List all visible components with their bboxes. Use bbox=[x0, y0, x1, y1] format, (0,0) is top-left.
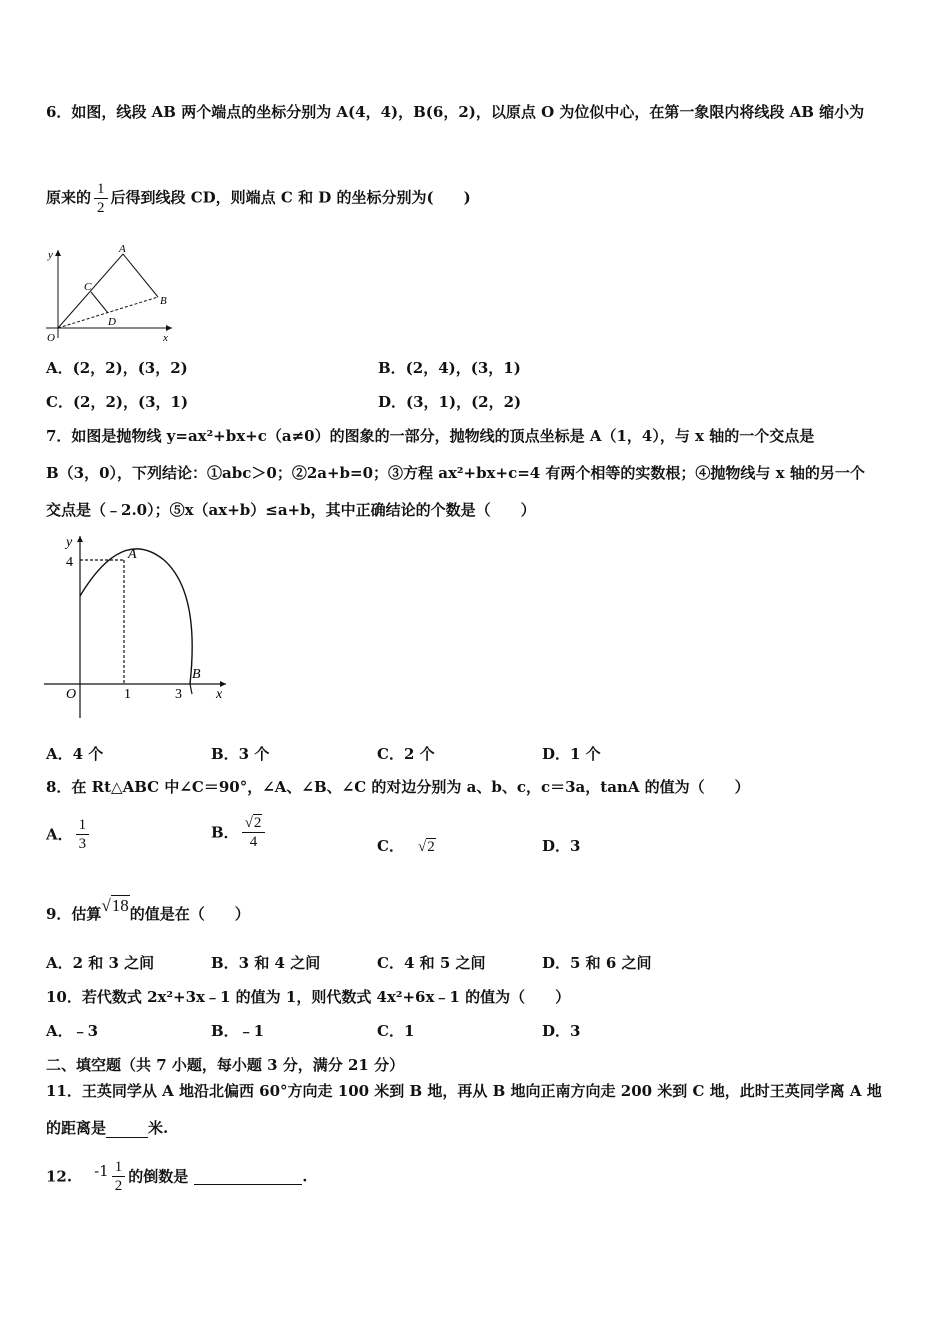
q6-fig-label-B: B bbox=[160, 295, 167, 307]
q9-sqrt: √18 bbox=[101, 896, 129, 915]
q7-fig-label-3: 3 bbox=[175, 687, 182, 702]
q9-suffix: 的值是在（ ） bbox=[129, 905, 250, 923]
q6-fraction bbox=[94, 180, 108, 217]
q10-option-c: C．1 bbox=[377, 1022, 415, 1040]
q8-option-c-label: C． bbox=[377, 837, 404, 855]
q8-option-c bbox=[377, 836, 436, 857]
q8-option-b-num-wrap: √2 bbox=[244, 815, 262, 831]
q7-option-d: D．1 个 bbox=[542, 745, 601, 763]
q9-line1 bbox=[46, 896, 250, 924]
q6-option-d: D．(3，1)，(2，2) bbox=[378, 393, 522, 411]
q7-option-b: B．3 个 bbox=[211, 745, 270, 763]
q12-suffix: 的倒数是 bbox=[128, 1167, 189, 1186]
q11-prefix: 的距离是 bbox=[46, 1119, 107, 1137]
q12-frac-num: 1 bbox=[114, 1159, 123, 1175]
q8-option-b-den: 4 bbox=[242, 832, 266, 851]
q7-line2: B（3，0），下列结论：①abc＞0；②2a+b=0；③方程 ax²+bx+c=4 有两个相等的实数根；④抛物线与 x 轴的另一个 bbox=[46, 464, 865, 482]
q7-fig-label-y: y bbox=[66, 535, 73, 550]
q12-answer-blank[interactable] bbox=[194, 1168, 302, 1185]
q8-option-a-num: 1 bbox=[78, 817, 87, 833]
q12-line1 bbox=[46, 1158, 307, 1195]
q7-figure bbox=[40, 532, 235, 727]
q6-fig-label-D: D bbox=[108, 316, 116, 328]
q7-option-c: C．2 个 bbox=[377, 745, 435, 763]
q8-option-a bbox=[46, 816, 92, 853]
q8-option-c-sqrt: √2 bbox=[417, 839, 435, 855]
q6-line1: 6．如图，线段 AB 两个端点的坐标分别为 A(4，4)，B(6，2)，以原点 O 为位似中心，在第一象限内将线段 AB 缩小为 bbox=[46, 103, 865, 121]
q7-fig-label-O: O bbox=[66, 687, 77, 702]
q9-rad: 18 bbox=[111, 896, 129, 915]
q10-option-d: D．3 bbox=[542, 1022, 581, 1040]
q6-prefix: 原来的 bbox=[46, 188, 92, 207]
q11-suffix: 米. bbox=[148, 1119, 169, 1137]
q12-mixed-int: -1 bbox=[94, 1161, 109, 1180]
q6-line2 bbox=[46, 180, 471, 217]
q10-option-b: B．﹣1 bbox=[211, 1022, 265, 1040]
q7-option-a: A．4 个 bbox=[46, 745, 104, 763]
q12-frac-den: 2 bbox=[112, 1176, 126, 1195]
q8-option-b-label: B． bbox=[211, 823, 239, 842]
q9-option-a: A．2 和 3 之间 bbox=[46, 954, 155, 972]
q7-line3: 交点是（﹣2.0）；⑤x（ax+b）≤a+b，其中正确结论的个数是（ ） bbox=[46, 501, 536, 519]
q8-option-b-num: 2 bbox=[253, 815, 262, 831]
q8-option-a-label: A． bbox=[46, 825, 73, 844]
section2-heading: 二、填空题（共 7 小题，每小题 3 分，满分 21 分） bbox=[46, 1056, 405, 1074]
q9-option-c: C．4 和 5 之间 bbox=[377, 954, 486, 972]
q6-fig-label-O: O bbox=[47, 332, 55, 344]
q6-option-b: B．(2，4)，(3，1) bbox=[378, 359, 521, 377]
q6-fig-label-C: C bbox=[84, 281, 92, 293]
q9-prefix: 9．估算 bbox=[46, 905, 102, 923]
q7-fig-label-A: A bbox=[128, 547, 137, 562]
q8-line1: 8．在 Rt△ABC 中∠C＝90°，∠A、∠B、∠C 的对边分别为 a、b、c，c＝3a，tanA 的值为（ ） bbox=[46, 778, 750, 796]
q8-option-b-fraction bbox=[242, 814, 266, 851]
q6-option-a: A．(2，2)，(3，2) bbox=[46, 359, 188, 377]
q10-option-a: A．﹣3 bbox=[46, 1022, 99, 1040]
q10-line1: 10．若代数式 2x²+3x﹣1 的值为 1，则代数式 4x²+6x﹣1 的值为（ ） bbox=[46, 988, 571, 1006]
q6-frac-num: 1 bbox=[97, 181, 105, 197]
q6-fig-label-x: x bbox=[163, 332, 168, 344]
q8-option-a-fraction bbox=[76, 816, 90, 853]
q6-fig-label-y: y bbox=[48, 249, 53, 261]
q6-suffix: 后得到线段 CD，则端点 C 和 D 的坐标分别为( ) bbox=[110, 188, 471, 207]
q7-fig-label-B: B bbox=[192, 667, 201, 682]
q7-fig-label-1: 1 bbox=[124, 687, 131, 702]
q11-line1: 11．王英同学从 A 地沿北偏西 60°方向走 100 米到 B 地，再从 B 地向正南方向走 200 米到 C 地，此时王英同学离 A 地 bbox=[46, 1082, 882, 1100]
q7-fig-label-x: x bbox=[216, 687, 223, 702]
q12-fraction bbox=[112, 1158, 126, 1195]
q7-line1: 7．如图是抛物线 y=ax²+bx+c（a≠0）的图象的一部分，抛物线的顶点坐标是 A（1，4），与 x 轴的一个交点是 bbox=[46, 427, 815, 445]
q9-option-b: B．3 和 4 之间 bbox=[211, 954, 321, 972]
q6-fig-label-A: A bbox=[119, 243, 126, 255]
q6-frac-den: 2 bbox=[94, 198, 108, 217]
q8-option-d: D．3 bbox=[542, 837, 581, 855]
q8-option-b bbox=[211, 814, 268, 851]
q11-line2 bbox=[46, 1118, 168, 1138]
q6-option-c: C．(2，2)，(3，1) bbox=[46, 393, 189, 411]
q12-label: 12. bbox=[46, 1167, 73, 1186]
q8-option-a-den: 3 bbox=[76, 834, 90, 853]
q11-answer-blank[interactable] bbox=[106, 1121, 148, 1138]
q12-end: . bbox=[302, 1167, 308, 1186]
q6-figure bbox=[40, 240, 180, 345]
q7-fig-label-4: 4 bbox=[66, 555, 73, 570]
q9-option-d: D．5 和 6 之间 bbox=[542, 954, 652, 972]
q8-option-c-rad: 2 bbox=[427, 839, 435, 855]
